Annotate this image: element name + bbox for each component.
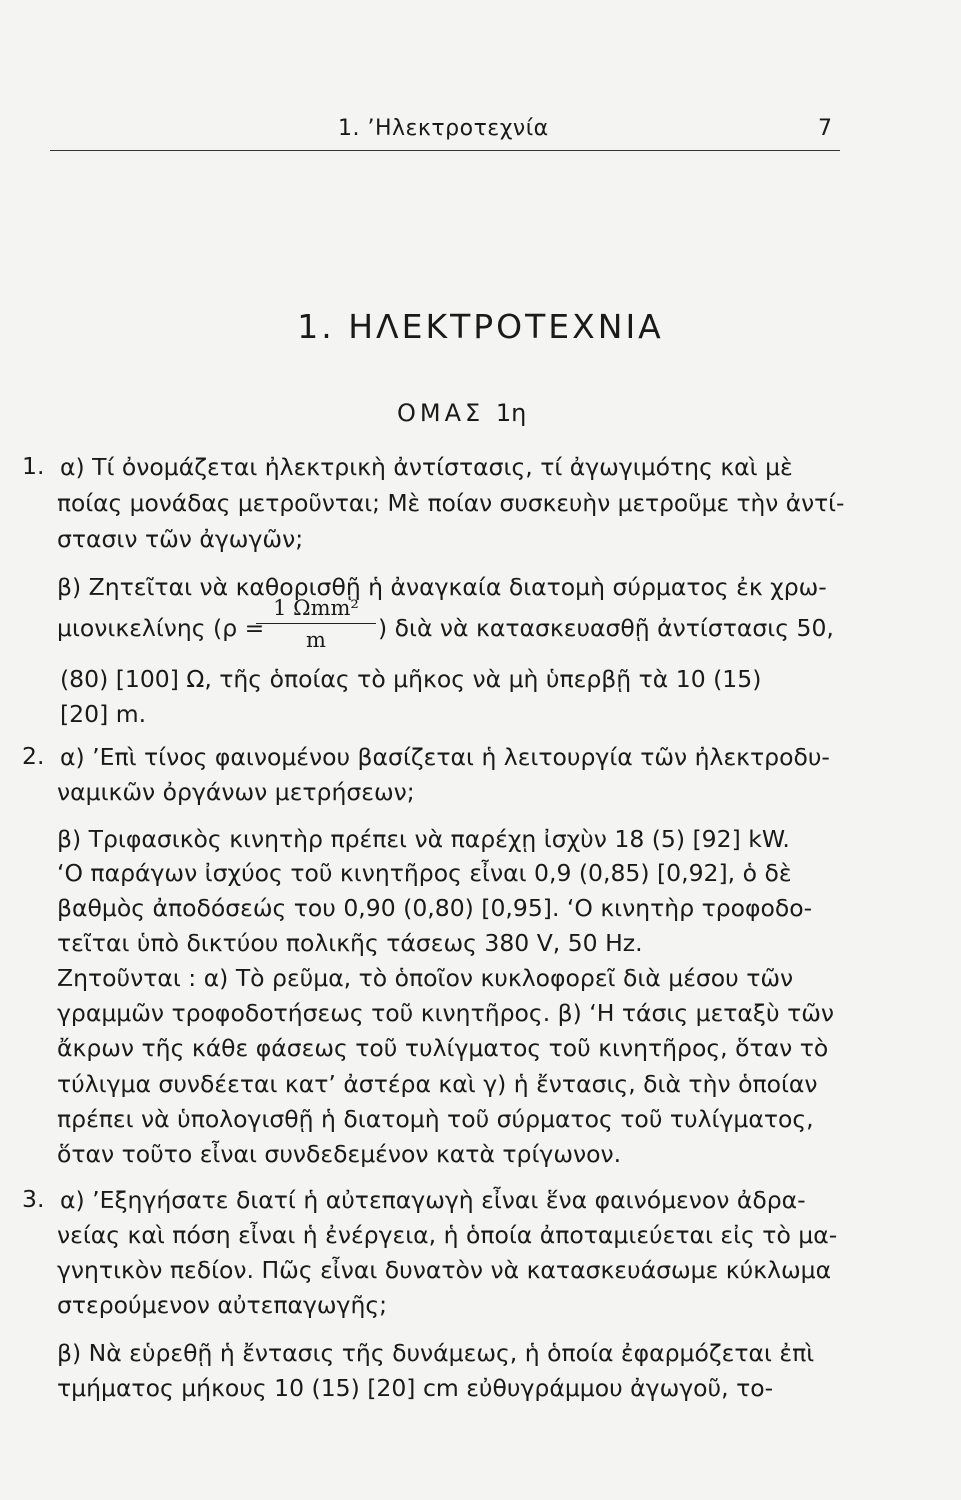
text-line: ἄκρων τῆς κάθε φάσεως τοῦ τυλίγματος τοῦ κινητῆρος, ὅταν τὸ <box>57 1034 829 1062</box>
running-head-title: 1. ’Ηλεκτροτεχνία <box>338 116 549 141</box>
text-line: β) Τριφασικὸς κινητὴρ πρέπει νὰ παρέχῃ ἰσχὺν 18 (5) [92] kW. <box>57 825 790 853</box>
text-line: τμήματος μήκους 10 (15) [20] cm εὐθυγράμμου ἀγωγοῦ, το- <box>57 1374 774 1402</box>
text-line: α) ’Εξηγήσατε διατί ἡ αὐτεπαγωγὴ εἶναι ἕνα φαινόμενον ἀδρα- <box>60 1186 806 1214</box>
running-head <box>0 116 961 148</box>
chapter-title: 1. ΗΛΕΚΤΡΟΤΕΧΝΙΑ <box>297 307 664 346</box>
text-line: (80) [100] Ω, τῆς ὁποίας τὸ μῆκος νὰ μὴ ὑπερβῇ τὰ 10 (15) <box>60 665 762 693</box>
group-label: ΟΜΑΣ <box>397 399 485 427</box>
text-line: ναμικῶν ὀργάνων μετρήσεων; <box>57 778 415 806</box>
question-number: 2. <box>22 742 45 770</box>
group-heading <box>397 399 526 427</box>
text-line: Ζητοῦνται : α) Τὸ ρεῦμα, τὸ ὁποῖον κυκλοφορεῖ διὰ μέσου τῶν <box>57 964 794 992</box>
page-number: 7 <box>818 116 832 141</box>
text-line: ὅταν τοῦτο εἶναι συνδεδεμένον κατὰ τρίγωνον. <box>57 1140 622 1168</box>
question-number: 1. <box>22 452 45 480</box>
text-line: ‘Ο παράγων ἰσχύος τοῦ κινητῆρος εἶναι 0,9 (0,85) [0,92], ὁ δὲ <box>57 859 792 887</box>
text-line: βαθμὸς ἀποδόσεώς του 0,90 (0,80) [0,95]. ‘Ο κινητὴρ τροφοδο- <box>57 894 813 922</box>
text-line: στασιν τῶν ἀγωγῶν; <box>57 525 304 553</box>
text-line: μιονικελίνης (ρ = <box>57 614 265 642</box>
text-line: β) Νὰ εὑρεθῇ ἡ ἔντασις τῆς δυνάμεως, ἡ ὁποία ἐφαρμόζεται ἐπὶ <box>57 1339 815 1367</box>
fraction-numerator: 1 Ωmm² <box>273 596 359 620</box>
text-line: τύλιγμα συνδέεται κατ’ ἀστέρα καὶ γ) ἡ ἔντασις, διὰ τὴν ὁποίαν <box>57 1070 818 1098</box>
fraction-denominator: m <box>306 628 326 652</box>
text-line: β) Ζητεῖται νὰ καθορισθῇ ἡ ἀναγκαία διατομὴ σύρματος ἐκ χρω- <box>57 573 827 601</box>
text-line: τεῖται ὑπὸ δικτύου πολικῆς τάσεως 380 V, 50 Hz. <box>57 929 643 957</box>
text-line: ποίας μονάδας μετροῦνται; Μὲ ποίαν συσκευὴν μετροῦμε τὴν ἀντί- <box>57 489 845 517</box>
text-line: νείας καὶ πόση εἶναι ἡ ἐνέργεια, ἡ ὁποία ἀποταμιεύεται εἰς τὸ μα- <box>57 1221 838 1249</box>
fraction-bar <box>256 623 376 624</box>
text-line: α) Τί ὀνομάζεται ἠλεκτρικὴ ἀντίστασις, τί ἀγωγιμότης καὶ μὲ <box>60 453 793 481</box>
text-line: στερούμενον αὐτεπαγωγῆς; <box>57 1291 388 1319</box>
text-line: [20] m. <box>60 700 147 728</box>
text-line: α) ’Επὶ τίνος φαινομένου βασίζεται ἡ λειτουργία τῶν ἠλεκτροδυ- <box>60 743 830 771</box>
header-rule <box>50 150 840 151</box>
text-line: ) διὰ νὰ κατασκευασθῇ ἀντίστασις 50, <box>378 614 834 642</box>
text-line: γραμμῶν τροφοδοτήσεως τοῦ κινητῆρος. β) ‘Η τάσις μεταξὺ τῶν <box>57 999 835 1027</box>
question-number: 3. <box>22 1185 45 1213</box>
text-line: πρέπει νὰ ὑπολογισθῇ ἡ διατομὴ τοῦ σύρματος τοῦ τυλίγματος, <box>57 1105 814 1133</box>
group-number: 1η <box>495 399 527 427</box>
text-line: γνητικὸν πεδίον. Πῶς εἶναι δυνατὸν νὰ κατασκευάσωμε κύκλωμα <box>57 1256 832 1284</box>
